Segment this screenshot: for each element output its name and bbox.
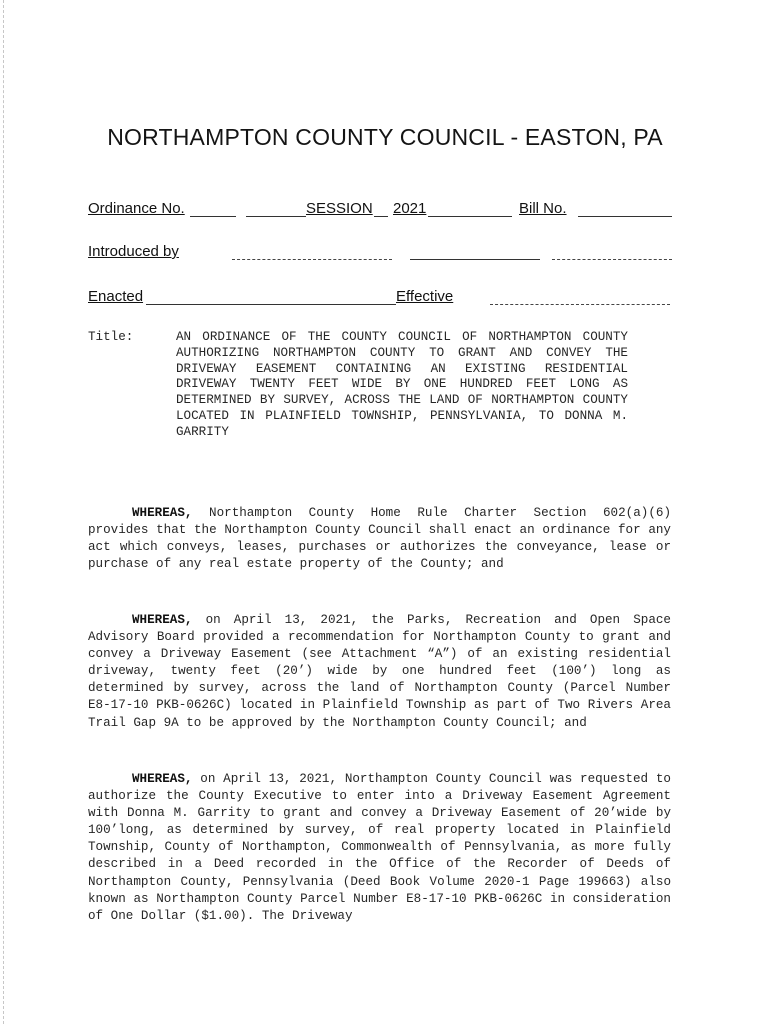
introduced-blank-2	[410, 259, 540, 260]
session-spacer-line	[374, 216, 388, 217]
session-blank	[246, 216, 306, 217]
ordinance-label: Ordinance No.	[88, 200, 185, 217]
whereas-text-2: on April 13, 2021, the Parks, Recreation and Open Space Advisory Board provided a recommendation for Northampton County to grant and convey a Driveway Easement (see Attachment “A”) of an existing residential driveway, twenty feet (20’) wide by one hundred feet (100’) long as determined by survey, across the land of Northampton County (Parcel Number E8-17-10 PKB-0626C) located in Plainfield Township as part of Two Rivers Area Trail Gap 9A to be approved by the Northampton County Council; and	[88, 613, 671, 730]
ordinance-number-blank	[190, 216, 236, 217]
whereas-paragraph-2	[88, 612, 671, 732]
page-title: NORTHAMPTON COUNTY COUNCIL - EASTON, PA	[107, 124, 663, 150]
session-year-blank	[428, 216, 512, 217]
title-label: Title:	[88, 330, 134, 344]
effective-blank	[490, 304, 670, 305]
session-label: SESSION	[306, 200, 373, 217]
whereas-lead-1: WHEREAS,	[132, 506, 193, 520]
bill-number-blank	[578, 216, 672, 217]
introduced-label: Introduced by	[88, 243, 179, 260]
bill-label: Bill No.	[519, 200, 567, 217]
whereas-lead-3: WHEREAS,	[132, 772, 193, 786]
enacted-blank	[146, 304, 396, 305]
ordinance-title-text: AN ORDINANCE OF THE COUNTY COUNCIL OF NORTHAMPTON COUNTY AUTHORIZING NORTHAMPTON COUNTY TO GRANT AND CONVEY THE DRIVEWAY EASEMENT CONTAINING AN EXISTING RESIDENTIAL DRIVEWAY TWENTY FEET WIDE BY ONE HUNDRED FEET LONG AS DETERMINED BY SURVEY, ACROSS THE LAND OF NORTHAMPTON COUNTY LOCATED IN PLAINFIELD TOWNSHIP, PENNSYLVANIA, TO DONNA M. GARRITY	[176, 330, 628, 439]
scan-edge-marks	[3, 0, 5, 1024]
introduced-blank-3	[552, 259, 672, 260]
whereas-paragraph-3	[88, 771, 671, 925]
enacted-label: Enacted	[88, 288, 144, 305]
session-year: 2021	[393, 200, 427, 217]
introduced-blank-1	[232, 259, 392, 260]
whereas-text-1: Northampton County Home Rule Charter Section 602(a)(6) provides that the Northampton County Council shall enact an ordinance for any act which conveys, leases, purchases or authorizes the conveyance, lease or purchase of any real estate property of the County; and	[88, 506, 671, 572]
whereas-text-3: on April 13, 2021, Northampton County Council was requested to authorize the County Executive to enter into a Driveway Easement Agreement with Donna M. Garrity to grant and convey a Driveway Easement of 20’wide by 100’long, as determined by survey, of real property located in Plainfield Township, County of Northampton, Commonwealth of Pennsylvania, as more fully described in a Deed recorded in the Office of the Recorder of Deeds of Northampton County, Pennsylvania (Deed Book Volume 2020-1 Page 199663) also known as Northampton County Parcel Number E8-17-10 PKB-0626C in consideration of One Dollar ($1.00). The Driveway	[88, 772, 671, 923]
whereas-paragraph-1	[88, 505, 671, 573]
whereas-lead-2: WHEREAS,	[132, 613, 193, 627]
effective-label: Effective	[396, 288, 454, 305]
